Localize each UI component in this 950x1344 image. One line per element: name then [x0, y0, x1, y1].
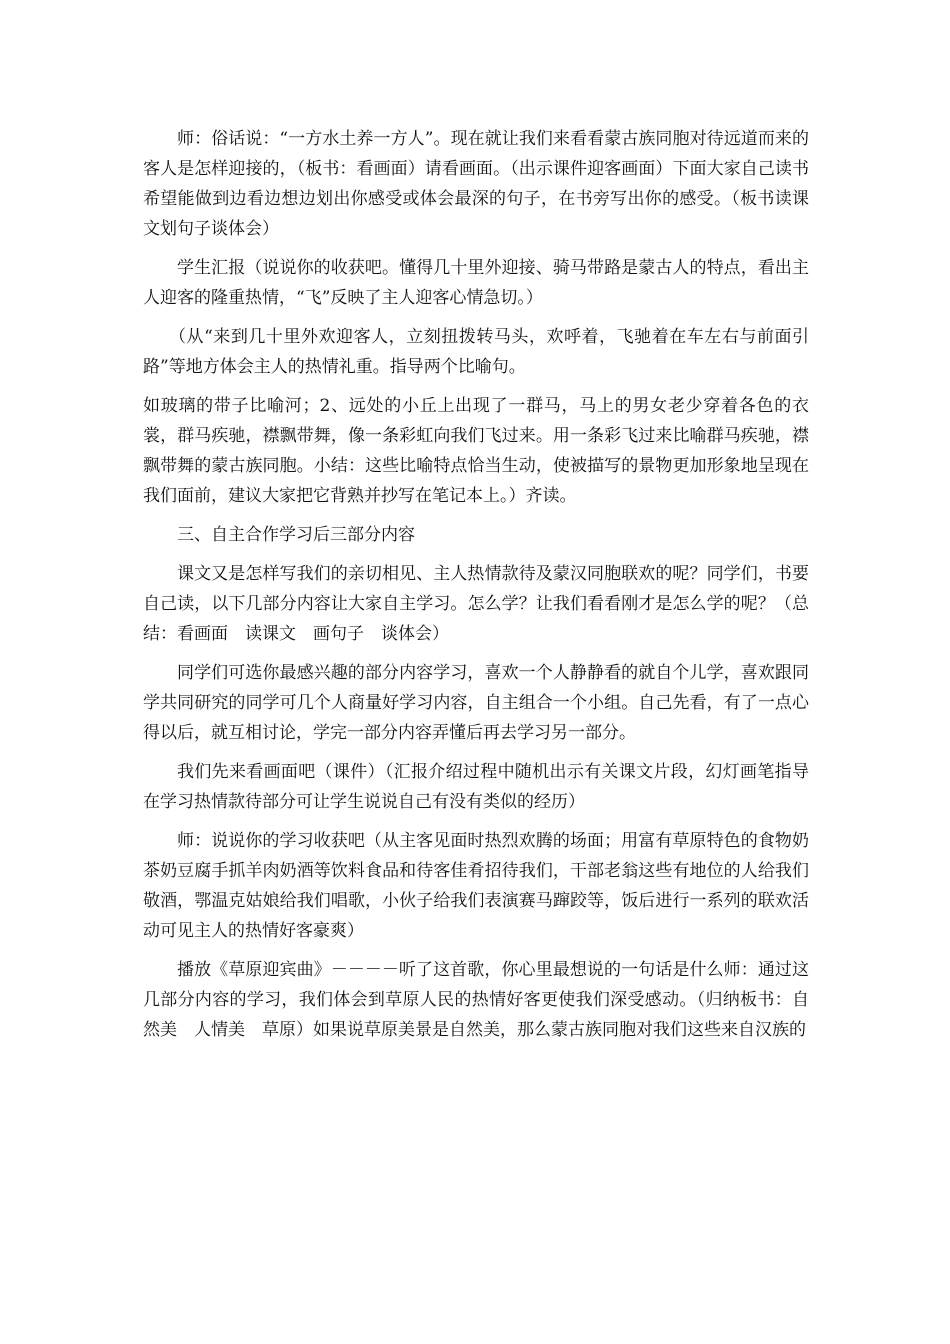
paragraph-guidance: （从“来到几十里外欢迎客人，立刻扭拨转马头，欢呼着，飞驰着在车左右与前面引路”等地方体会主人的热情礼重。指导两个比喻句。 [143, 327, 809, 377]
paragraph-self-study: 课文又是怎样写我们的亲切相见、主人热情款待及蒙汉同胞联欢的呢？同学们，书要自己读，以下几部分内容让大家自主学习。怎么学？让我们看看刚才是怎么学的呢？（总结：看画面 读课文 画句子 谈体会） [143, 564, 809, 644]
paragraph-song: 播放《草原迎宾曲》－－－－听了这首歌，你心里最想说的一句话是什么师：通过这几部分内容的学习，我们体会到草原人民的热情好客更使我们深受感动。（归纳板书：自然美 人情美 草原）如果说草原美景是自然美，那么蒙古族同胞对我们这些来自汉族的 [143, 960, 809, 1040]
document-body [143, 124, 809, 1054]
paragraph-group-study: 同学们可选你最感兴趣的部分内容学习，喜欢一个人静静看的就自个儿学，喜欢跟同学共同研究的同学可几个人商量好学习内容，自主组合一个小组。自己先看，有了一点心得以后，就互相讨论，学完一部分内容弄懂后再去学习另一部分。 [143, 663, 809, 743]
section-heading: 三、自主合作学习后三部分内容 [177, 525, 415, 545]
paragraph-courseware: 我们先来看画面吧（课件）（汇报介绍过程中随机出示有关课文片段，幻灯画笔指导在学习热情款待部分可让学生说说自己有没有类似的经历） [143, 762, 809, 812]
paragraph-metaphors: 如玻璃的带子比喻河；2、远处的小丘上出现了一群马，马上的男女老少穿着各色的衣裳，群马疾驰，襟飘带舞，像一条彩虹向我们飞过来。用一条彩飞过来比喻群马疾驰，襟飘带舞的蒙古族同胞。小结：这些比喻特点恰当生动，使被描写的景物更加形象地呈现在我们面前，建议大家把它背熟并抄写在笔记本上。）齐读。 [143, 396, 809, 506]
paragraph-student-report: 学生汇报（说说你的收获吧。懂得几十里外迎接、骑马带路是蒙古人的特点，看出主人迎客的隆重热情，“飞”反映了主人迎客心情急切。） [143, 258, 809, 308]
paragraph-teacher-intro: 师：俗话说：“一方水土养一方人”。现在就让我们来看看蒙古族同胞对待远道而来的客人是怎样迎接的，（板书：看画面）请看画面。（出示课件迎客画面）下面大家自己读书希望能做到边看边想边划出你感受或体会最深的句子，在书旁写出你的感受。（板书读课文划句子谈体会） [143, 129, 809, 239]
paragraph-teacher-harvest: 师：说说你的学习收获吧（从主客见面时热烈欢腾的场面；用富有草原特色的食物奶茶奶豆腐手抓羊肉奶酒等饮料食品和待客佳肴招待我们，干部老翁这些有地位的人给我们敬酒，鄂温克姑娘给我们唱歌，小伙子给我们表演赛马蹿跤等，饭后进行一系列的联欢活动可见主人的热情好客豪爽） [143, 831, 809, 941]
